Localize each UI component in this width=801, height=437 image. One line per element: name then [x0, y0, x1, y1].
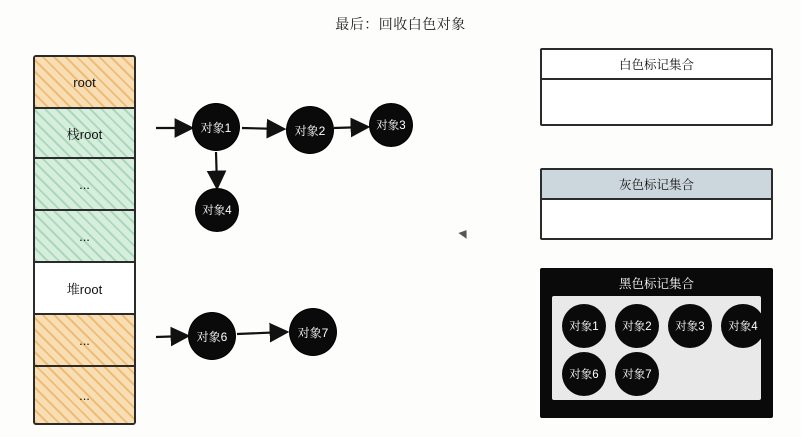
stack-cell-label: ...	[79, 228, 90, 244]
stack-cell-label: ...	[79, 176, 90, 192]
black-set-node	[615, 352, 659, 396]
black-set-node-label: 对象2	[622, 321, 652, 333]
root-stack	[33, 55, 136, 425]
black-set-node-label: 对象6	[569, 369, 599, 381]
graph-node	[193, 104, 239, 150]
black-set-node	[615, 304, 659, 348]
white-set-panel	[540, 48, 773, 126]
graph-node	[370, 104, 412, 146]
graph-node	[196, 189, 238, 231]
black-set-panel	[540, 268, 773, 418]
gray-set-body	[542, 200, 771, 238]
graph-node-label: 对象4	[202, 205, 232, 217]
stack-cell-label: ...	[79, 332, 90, 348]
black-set-node	[721, 304, 765, 348]
graph-node-label: 对象2	[294, 123, 326, 138]
black-set-title: 黑色标记集合	[542, 270, 771, 296]
black-set-body	[552, 296, 761, 400]
graph-node-label: 对象6	[196, 329, 228, 344]
gray-set-title: 灰色标记集合	[542, 170, 771, 200]
black-set-node-label: 对象1	[569, 321, 599, 333]
graph-node-label: 对象7	[297, 325, 329, 340]
stack-cell	[35, 211, 134, 263]
stack-cell-label: root	[73, 74, 96, 90]
graph-node	[189, 313, 235, 359]
graph-node	[287, 107, 333, 153]
stack-cell	[35, 263, 134, 315]
graph-node-label: 对象1	[200, 120, 232, 135]
stack-cell-label: 栈root	[66, 126, 103, 142]
stack-cell	[35, 109, 134, 159]
white-set-body	[542, 80, 771, 124]
stack-cell-label: ...	[79, 387, 90, 403]
white-set-title: 白色标记集合	[542, 50, 771, 80]
black-set-node	[562, 304, 606, 348]
mouse-cursor-icon	[458, 227, 470, 238]
stack-cell	[35, 57, 134, 109]
stack-cell	[35, 159, 134, 211]
gray-set-panel	[540, 168, 773, 240]
graph-node	[290, 309, 336, 355]
graph-node-label: 对象3	[376, 120, 406, 132]
black-set-node-label: 对象4	[728, 321, 758, 333]
black-set-node	[668, 304, 712, 348]
stack-cell	[35, 367, 134, 423]
black-set-node-label: 对象3	[675, 321, 705, 333]
stack-cell-label: 堆root	[66, 281, 103, 297]
black-set-node-label: 对象7	[622, 369, 652, 381]
page-title: 最后：回收白色对象	[335, 16, 466, 32]
black-set-node	[562, 352, 606, 396]
stack-cell	[35, 315, 134, 367]
